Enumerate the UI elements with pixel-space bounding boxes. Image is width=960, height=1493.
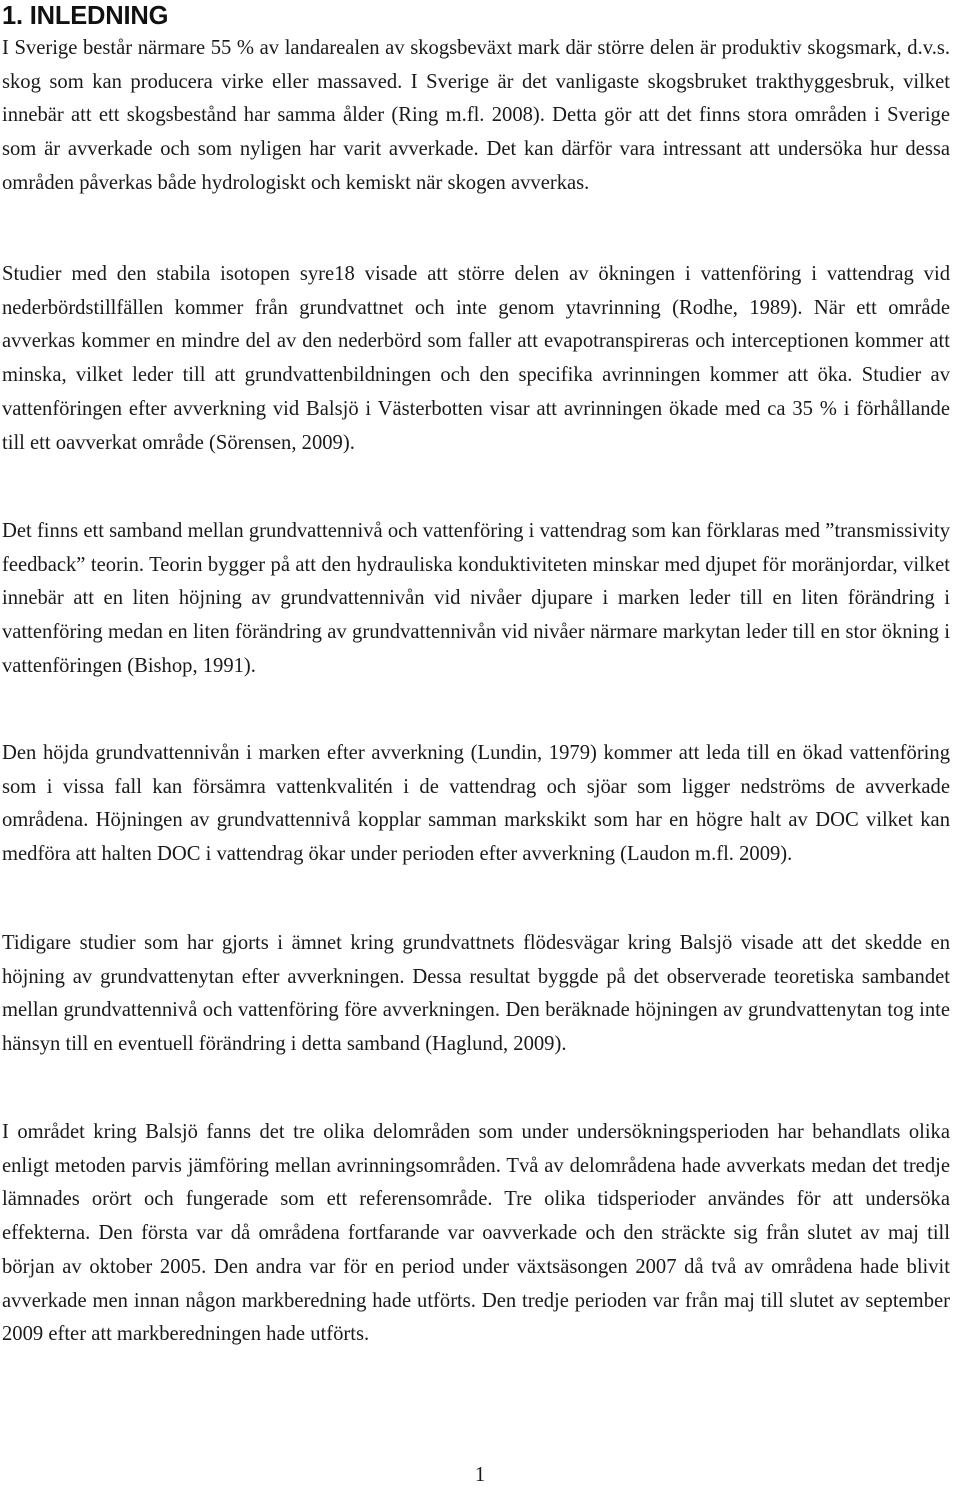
paragraph-transmissivity-feedback: Det finns ett samband mellan grundvattennivå och vattenföring i vattendrag som kan förklaras med ”transmissivity feedback” teorin. Teorin bygger på att den hydrauliska konduktiviteten minskar med djupet för moränjordar, vilket innebär att en liten höjning av grundvattennivån vid nivåer djupare i marken leder till en liten förändring i vattenföring medan en liten förändring av grundvattennivån vid nivåer närmare markytan leder till en stor ökning i vattenföringen (Bishop, 1991). <box>2 520 950 677</box>
paragraph-isotope-studies: Studier med den stabila isotopen syre18 visade att större delen av ökningen i vattenföring i vattendrag vid nederbördstillfällen kommer från grundvattnet och inte genom ytavrinning (Rodhe, 1989). När ett område avverkas kommer en mindre del av den nederbörd som faller att evapotranspireras och interceptionen kommer att minska, vilket leder till att grundvattenbildningen och den specifika avrinningen kommer att öka. Studier av vattenföringen efter avverkning vid Balsjö i Västerbotten visar att avrinningen ökade med ca 35 % i förhållande till ett oavverkat område (Sörensen, 2009). <box>2 263 950 454</box>
page-number: 1 <box>474 1464 486 1486</box>
section-heading: 1. INLEDNING <box>2 2 169 30</box>
paragraph-balsjo-subareas: I området kring Balsjö fanns det tre olika delområden som under undersökningsperioden har behandlats olika enligt metoden parvis jämföring mellan avrinningsområden. Två av delområdena hade avverkats medan det tredje lämnades orört och fungerade som ett referensområde. Tre olika tidsperioder användes för att undersöka effekterna. Den första var då områdena fortfarande var oavverkade och den sträckte sig från slutet av maj till början av oktober 2005. Den andra var för en period under växtsäsongen 2007 då två av områdena hade blivit avverkade men innan någon markberedning hade utförts. Den tredje perioden var från maj till slutet av september 2009 efter att markberedningen hade utförts. <box>2 1121 950 1346</box>
paragraph-intro: I Sverige består närmare 55 % av landarealen av skogsbeväxt mark där större delen är produktiv skogsmark, d.v.s. skog som kan producera virke eller massaved. I Sverige är det vanligaste skogsbruket trakthyggesbruk, vilket innebär att ett skogsbestånd har samma ålder (Ring m.fl. 2008). Detta gör att det finns stora områden i Sverige som är avverkade och som nyligen har varit avverkade. Det kan därför vara intressant att undersöka hur dessa områden påverkas både hydrologiskt och kemiskt när skogen avverkas. <box>2 37 950 194</box>
paragraph-previous-studies: Tidigare studier som har gjorts i ämnet kring grundvattnets flödesvägar kring Balsjö visade att det skedde en höjning av grundvattenytan efter avverkningen. Dessa resultat byggde på det observerade teoretiska sambandet mellan grundvattennivå och vattenföring före avverkningen. Den beräknade höjningen av grundvattenytan tog inte hänsyn till en eventuell förändring i detta samband (Haglund, 2009). <box>2 932 950 1056</box>
paragraph-groundwater-level: Den höjda grundvattennivån i marken efter avverkning (Lundin, 1979) kommer att leda till en ökad vattenföring som i vissa fall kan försämra vattenkvalitén i de vattendrag och sjöar som ligger nedströms de avverkade områdena. Höjningen av grundvattennivå kopplar samman markskikt som har en högre halt av DOC vilket kan medföra att halten DOC i vattendrag ökar under perioden efter avverkning (Laudon m.fl. 2009). <box>2 742 950 866</box>
